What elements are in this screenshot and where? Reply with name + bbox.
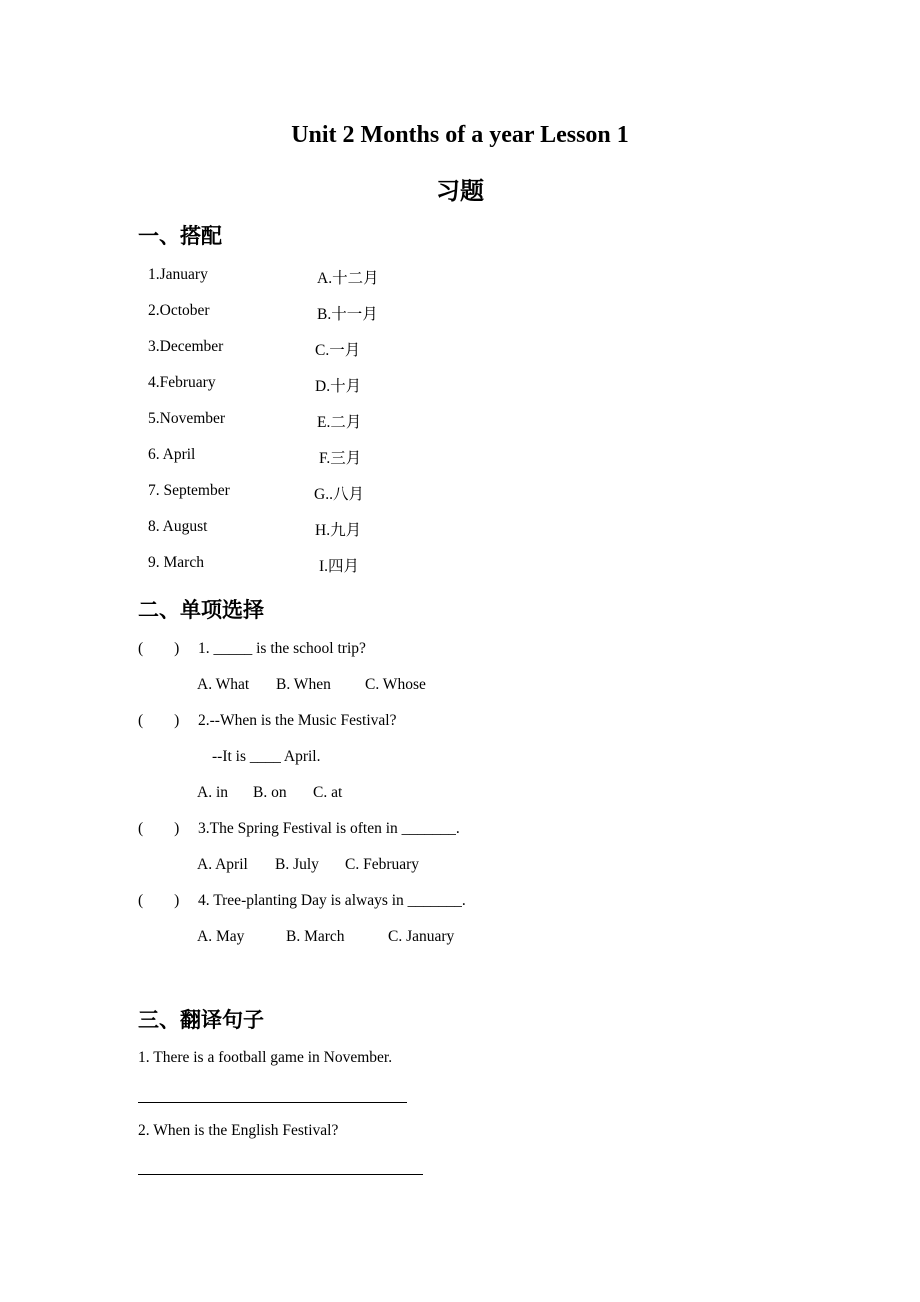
- answer-bracket-2: ( ): [138, 712, 180, 729]
- match-right-e: E.二月: [317, 414, 362, 431]
- q2-option-b: B. on: [253, 784, 287, 801]
- q2-option-c: C. at: [313, 784, 343, 801]
- match-left-4: 4.February: [148, 374, 216, 391]
- q3-option-b: B. July: [275, 856, 319, 873]
- match-right-a: A.十二月: [317, 270, 379, 287]
- match-left-9: 9. March: [148, 554, 204, 571]
- match-right-h: H.九月: [315, 522, 362, 539]
- match-right-b: B.十一月: [317, 306, 378, 323]
- match-left-8: 8. August: [148, 518, 208, 535]
- section-heading-matching: 一、搭配: [138, 224, 222, 248]
- q4-option-c: C. January: [388, 928, 455, 945]
- match-right-i: I.四月: [319, 558, 360, 575]
- match-right-c: C.一月: [315, 342, 361, 359]
- q3-option-c: C. February: [345, 856, 420, 873]
- translate-sentence-1: 1. There is a football game in November.: [138, 1049, 393, 1066]
- match-left-6: 6. April: [148, 446, 196, 463]
- match-right-d: D.十月: [315, 378, 362, 395]
- match-left-3: 3.December: [148, 338, 224, 355]
- section-heading-translate: 三、翻译句子: [138, 1008, 264, 1032]
- page-subtitle: 习题: [436, 177, 484, 205]
- q1-option-b: B. When: [276, 676, 331, 693]
- match-left-2: 2.October: [148, 302, 210, 319]
- question-1: 1. _____ is the school trip?: [198, 640, 366, 657]
- answer-line-1[interactable]: [138, 1102, 407, 1103]
- match-left-7: 7. September: [148, 482, 230, 499]
- q4-option-b: B. March: [286, 928, 345, 945]
- page-title: Unit 2 Months of a year Lesson 1: [291, 122, 629, 148]
- translate-sentence-2: 2. When is the English Festival?: [138, 1122, 339, 1139]
- answer-bracket-3: ( ): [138, 820, 180, 837]
- match-right-f: F.三月: [319, 450, 362, 467]
- answer-bracket-4: ( ): [138, 892, 180, 909]
- q4-option-a: A. May: [197, 928, 245, 945]
- answer-line-2[interactable]: [138, 1174, 423, 1175]
- section-heading-choice: 二、单项选择: [138, 598, 264, 622]
- question-4: 4. Tree-planting Day is always in _______.: [198, 892, 466, 909]
- q2-option-a: A. in: [197, 784, 228, 801]
- match-left-1: 1.January: [148, 266, 208, 283]
- match-left-5: 5.November: [148, 410, 226, 427]
- q3-option-a: A. April: [197, 856, 248, 873]
- question-3: 3.The Spring Festival is often in _______.: [198, 820, 460, 837]
- match-right-g: G..八月: [314, 486, 364, 503]
- q1-option-a: A. What: [197, 676, 250, 693]
- answer-bracket-1: ( ): [138, 640, 180, 657]
- question-2-line2: --It is ____ April.: [212, 748, 321, 765]
- question-2: 2.--When is the Music Festival?: [198, 712, 397, 729]
- q1-option-c: C. Whose: [365, 676, 426, 693]
